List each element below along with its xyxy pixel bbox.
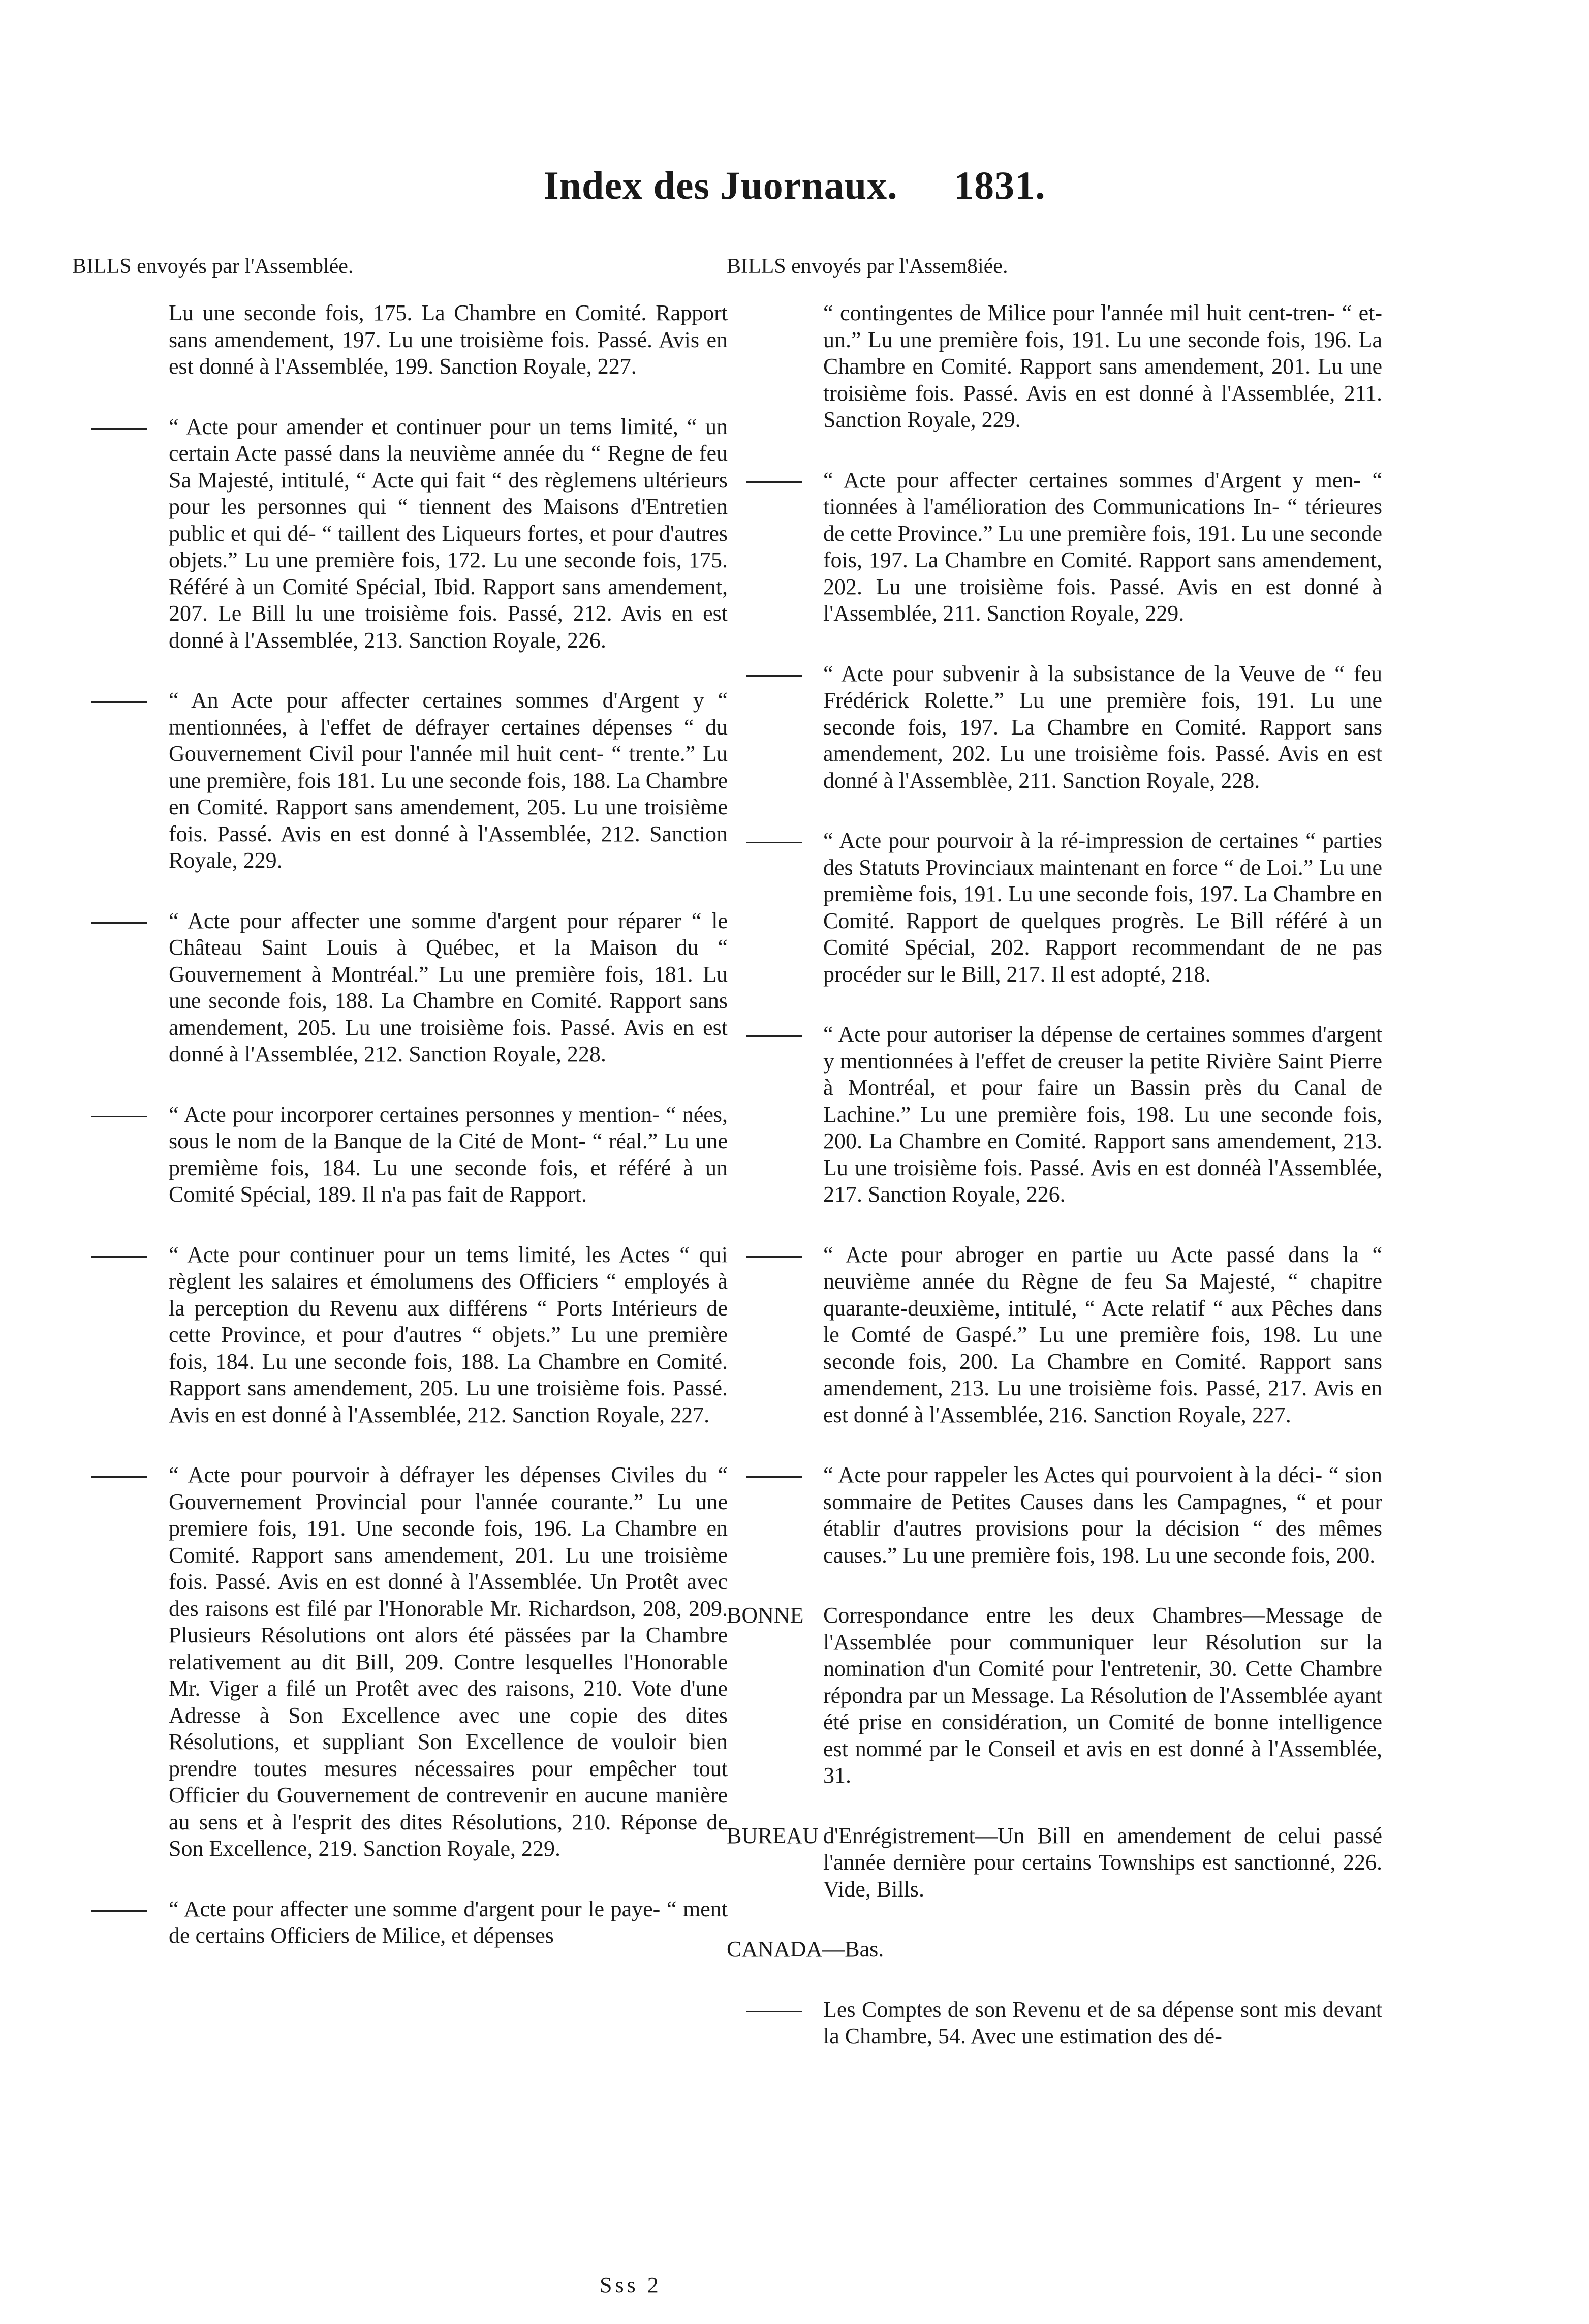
entry-text: Correspondance entre les deux Chambres—Message de l'Assemblée pour communiquer leur Résolution sur la nomination d'un Comité pour l'entretenir, 30. Cette Chambre répondra par un Message. La Résolution de l'Assemblée ayant été prise en considération, un Comité de bonne intelligence est nommé par le Conseil et avis en est donné à l'Assemblée, 31.	[823, 1603, 1382, 1788]
index-entry	[72, 687, 728, 874]
right-column	[727, 300, 1382, 2084]
entry-text: “ Acte pour pourvoir à la ré-impression de certaines “ parties des Statuts Provinciaux maintenant en force “ de Loi.” Lu une premième fois, 191. Lu une seconde fois, 197. La Chambre en Comité. Rapport de quelques progrès. Le Bill référé à un Comité Spécial, 202. Rapport recommendant de ne pas procéder sur le Bill, 217. Il est adopté, 218.	[823, 828, 1382, 987]
entry-text: “ Acte pour affecter certaines sommes d'Argent y men- “ tionnées à l'amélioration des Communications In- “ térieures de cette Province.” Lu une première fois, 191. Lu une seconde fois, 197. La Chambre en Comité. Rapport sans amendement, 202. Lu une troisième fois. Passé. Avis en est donné à l'Assemblée, 211. Sanction Royale, 229.	[823, 467, 1382, 626]
entry-text: “ Acte pour incorporer certaines personnes y mention- “ nées, sous le nom de la Banque de la Cité de Mont- “ réal.” Lu une premième fois, 184. Lu une seconde fois, et référé à un Comité Spécial, 189. Il n'a pas fait de Rapport.	[169, 1102, 728, 1207]
entry-text: “ Acte pour continuer pour un tems limité, les Actes “ qui règlent les salaires et émolumens des Officiers “ employés à la perception du Revenu aux différens “ Ports Intérieurs de cette Province, et pour d'autres “ objets.” Lu une première fois, 184. Lu une seconde fois, 188. La Chambre en Comité. Rapport sans amendement, 205. Lu une troisième fois. Passé. Avis en est donné à l'Assemblée, 212. Sanction Royale, 227.	[169, 1242, 728, 1427]
index-entry	[72, 414, 728, 654]
entry-text: “ Acte pour subvenir à la subsistance de la Veuve de “ feu Frédérick Rolette.” Lu une première fois, 191. Lu une seconde fois, 197. La Chambre en Comité. Rapport sans amendement, 202. Lu une troisième fois. Passé. Avis en est donné à l'Assemblèe, 211. Sanction Royale, 228.	[823, 661, 1382, 793]
entry-text: d'Enrégistrement—Un Bill en amendement de celui passé l'année dernière pour certains Townships est sanctionné, 226. Vide, Bills.	[823, 1823, 1382, 1902]
index-entry: “ contingentes de Milice pour l'année mil huit cent-tren- “ et-un.” Lu une première fois, 191. Lu une seconde fois, 196. La Chambre en Comité. Rapport sans amendement, 201. Lu une troisième fois. Passé. Avis en est donné à l'Assemblée, 211. Sanction Royale, 229.	[823, 300, 1382, 432]
entry-text: “ Acte pour affecter une somme d'argent pour réparer “ le Château Saint Louis à Québec, et la Maison du “ Gouvernement à Montréal.” Lu une première fois, 181. Lu une seconde fois, 188. La Chambre en Comité. Rapport sans amendement, 205. Lu une troisième fois. Passé. Avis en est donné à l'Assemblée, 212. Sanction Royale, 228.	[169, 908, 728, 1066]
index-entry	[72, 908, 728, 1068]
index-entry-headed	[727, 1602, 1382, 1789]
index-entry	[72, 1896, 728, 1949]
entry-text: “ Acte pour abroger en partie uu Acte passé dans la “ neuvième année du Règne de feu Sa Majesté, “ chapitre quarante-deuxième, intitulé, “ Acte relatif “ aux Pêches dans le Comté de Gaspé.” Lu une première fois, 198. Lu une seconde fois, 200. La Chambre en Comité. Rapport sans amendement, 213. Lu une troisième fois. Passé, 217. Avis en est donné à l'Assemblée, 216. Sanction Royale, 227.	[823, 1242, 1382, 1427]
entry-dash	[746, 1462, 806, 1489]
left-column	[72, 300, 728, 1983]
index-entry: CANADA—Bas.	[727, 1937, 884, 1962]
entry-text: “ An Acte pour affecter certaines sommes d'Argent y “ mentionnées, à l'effet de défrayer certaines dépenses “ du Gouvernement Civil pour l'année mil huit cent- “ trente.” Lu une première, fois 181. Lu une seconde fois, 188. La Chambre en Comité. Rapport sans amendement, 205. Lu une troisième fois. Passé. Avis en est donné à l'Assemblée, 212. Sanction Royale, 229.	[169, 688, 728, 873]
entry-dash	[746, 1997, 806, 2024]
entry-dash	[91, 687, 151, 714]
entry-dash	[91, 1102, 151, 1128]
entry-heading: BONNE	[727, 1603, 804, 1628]
page-title	[0, 163, 1589, 208]
entry-dash	[91, 1242, 151, 1269]
index-entry	[727, 467, 1382, 627]
entry-text: “ Acte pour pourvoir à défrayer les dépenses Civiles du “ Gouvernement Provincial pour l'année courante.” Lu une premiere fois, 191. Une seconde fois, 196. La Chambre en Comité. Rapport sans amendement, 201. Lu une troisième fois. Passé. Avis en est donné à l'Assemblée. Un Protêt avec des raisons est filé par l'Honorable Mr. Richardson, 208, 209. Plusieurs Résolutions ont alors été pässées par la Chambre relativement au dit Bill, 209. Contre lesquelles l'Honorable Mr. Viger a filé un Protêt avec des raisons, 210. Vote d'une Adresse à Son Excellence avec une copie des dites Résolutions, et suppliant Son Excellence de vouloir bien prendre toutes mesures nécessaires pour empêcher tout Officier du Gouvernement de contrevenir en aucune manière au sens et à l'esprit des dites Résolutions, 210. Réponse de Son Excellence, 219. Sanction Royale, 229.	[169, 1462, 728, 1861]
title-text: Index des Juornaux.	[543, 163, 898, 207]
title-year: 1831.	[954, 163, 1046, 207]
entry-dash	[746, 661, 806, 688]
entry-dash	[746, 828, 806, 854]
entry-text: “ Acte pour affecter une somme d'argent pour le paye- “ ment de certains Officiers de Milice, et dépenses	[169, 1896, 728, 1948]
entry-dash	[746, 467, 806, 494]
index-entry	[727, 1021, 1382, 1208]
entry-text: “ Acte pour amender et continuer pour un tems limité, “ un certain Acte passé dans la neuvième année du “ Regne de feu Sa Majesté, intitulé, “ Acte qui fait “ des règlemens ultérieurs pour les personnes qui “ tiennent des Maisons d'Entretien public et qui dé- “ taillent des Liqueurs fortes, et pour d'autres objets.” Lu une première fois, 172. Lu une seconde fois, 175. Référé à un Comité Spécial, Ibid. Rapport sans amendement, 207. Le Bill lu une troisième fois. Passé, 212. Avis en est donné à l'Assemblée, 213. Sanction Royale, 226.	[169, 414, 728, 653]
entry-dash	[91, 1462, 151, 1489]
index-entry	[727, 1242, 1382, 1429]
entry-dash	[91, 414, 151, 441]
index-entry	[72, 1242, 728, 1429]
entry-heading: BUREAU	[727, 1823, 819, 1848]
index-entry	[727, 828, 1382, 988]
entry-text: Les Comptes de son Revenu et de sa dépense sont mis devant la Chambre, 54. Avec une estimation des dé-	[823, 1997, 1382, 2048]
index-entry-headed	[727, 1823, 1382, 1903]
entry-text: “ Acte pour autoriser la dépense de certaines sommes d'argent y mentionnées à l'effet de creuser la petite Rivière Saint Pierre à Montréal, et pour faire un Bassin près du Canal de Lachine.” Lu une première fois, 198. Lu une seconde fois, 200. La Chambre en Comité. Rapport sans amendement, 213. Lu une troisième fois. Passé. Avis en est donnéà l'Assemblée, 217. Sanction Royale, 226.	[823, 1022, 1382, 1207]
index-entry	[72, 1462, 728, 1862]
index-entry	[727, 661, 1382, 794]
index-entry	[727, 1997, 1382, 2050]
entry-dash	[91, 1896, 151, 1923]
index-entry	[727, 1462, 1382, 1569]
right-column-heading: BILLS envoyés par l'Assem8iée.	[727, 255, 1008, 278]
entry-dash	[91, 908, 151, 935]
entry-text: “ Acte pour rappeler les Actes qui pourvoient à la déci- “ sion sommaire de Petites Causes dans les Campagnes, “ et pour établir d'autres provisions pour la décision “ des mêmes causes.” Lu une première fois, 198. Lu une seconde fois, 200.	[823, 1462, 1382, 1568]
left-column-heading: BILLS envoyés par l'Assemblée.	[72, 255, 354, 278]
entry-dash	[746, 1242, 806, 1269]
signature-mark: Sss 2	[600, 2273, 662, 2298]
index-entry	[72, 1102, 728, 1208]
entry-dash	[746, 1021, 806, 1048]
index-entry: Lu une seconde fois, 175. La Chambre en Comité. Rapport sans amendement, 197. Lu une troisième fois. Passé. Avis en est donné à l'Assemblée, 199. Sanction Royale, 227.	[169, 300, 728, 379]
